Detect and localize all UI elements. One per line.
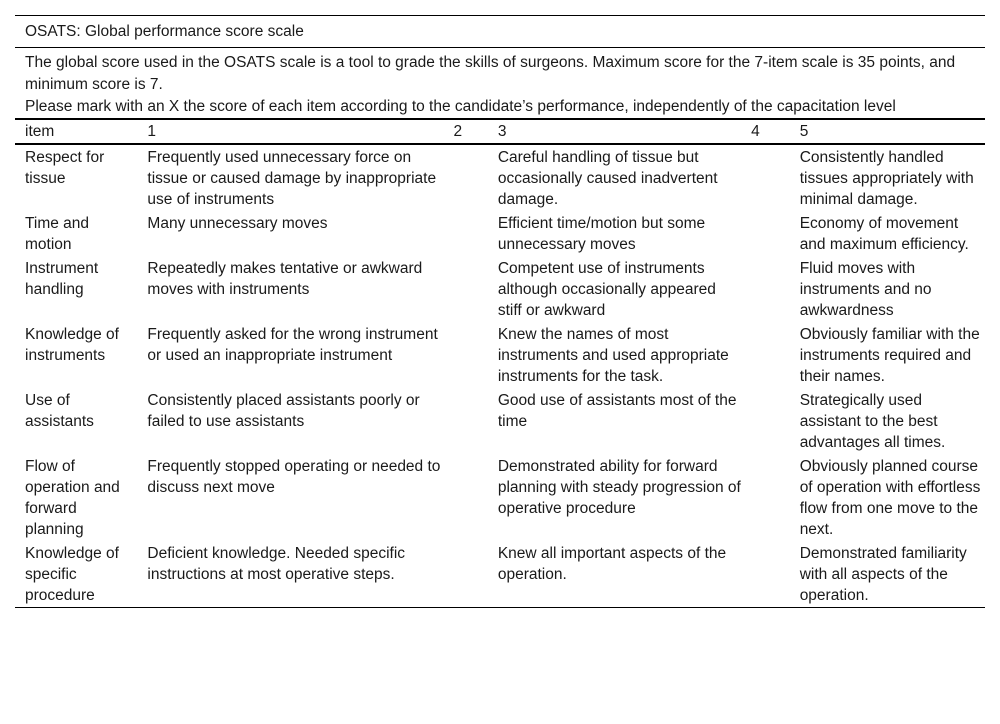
- score-1-description: Deficient knowledge. Needed specific instructions at most operative steps.: [147, 545, 406, 583]
- header-score-4: 4: [751, 123, 760, 140]
- score-2-cell: [444, 322, 488, 388]
- osats-table-figure: [15, 15, 985, 608]
- score-5-description: Economy of movement and maximum efficiency.: [799, 215, 969, 253]
- table-row: [15, 322, 985, 388]
- score-1-description: Frequently asked for the wrong instrument or used an inappropriate instrument: [147, 326, 438, 364]
- score-3-description: Knew all important aspects of the operation.: [497, 545, 727, 583]
- score-2-cell: [444, 211, 488, 256]
- row-item-label: Time and motion: [25, 215, 90, 253]
- score-4-cell: [741, 541, 790, 608]
- score-2-cell: [444, 541, 488, 608]
- table-row: [15, 256, 985, 322]
- score-1-description: Frequently used unnecessary force on tissue or caused damage by inappropriate use of instruments: [147, 149, 437, 208]
- score-1-description: Consistently placed assistants poorly or failed to use assistants: [147, 392, 420, 430]
- row-item-label: Flow of operation and forward planning: [25, 458, 120, 538]
- score-4-cell: [741, 144, 790, 211]
- score-4-cell: [741, 322, 790, 388]
- score-2-cell: [444, 256, 488, 322]
- table-instruction: Please mark with an X the score of each item according to the candidate’s performance, independently of the capacitation level: [25, 98, 896, 115]
- table-description: The global score used in the OSATS scale is a tool to grade the skills of surgeons. Maximum score for the 7-item scale is 35 points, and minimum score is 7.: [25, 54, 956, 93]
- header-score-5: 5: [799, 123, 809, 140]
- row-item-label: Use of assistants: [25, 392, 94, 430]
- score-4-cell: [741, 388, 790, 454]
- score-5-description: Consistently handled tissues appropriately with minimal damage.: [799, 149, 974, 208]
- score-1-description: Many unnecessary moves: [147, 215, 328, 232]
- table-row: [15, 454, 985, 541]
- table-row: [15, 144, 985, 211]
- table-title: OSATS: Global performance score scale: [15, 15, 985, 48]
- score-4-cell: [741, 256, 790, 322]
- row-item-label: Respect for tissue: [25, 149, 105, 187]
- score-4-cell: [741, 454, 790, 541]
- score-3-description: Competent use of instruments although occasionally appeared stiff or awkward: [497, 260, 716, 319]
- score-5-description: Obviously familiar with the instruments required and their names.: [799, 326, 980, 385]
- score-3-description: Knew the names of most instruments and used appropriate instruments for the task.: [497, 326, 729, 385]
- table-row: [15, 388, 985, 454]
- score-5-description: Demonstrated familiarity with all aspects of the operation.: [799, 545, 967, 604]
- table-row: [15, 211, 985, 256]
- header-row: [15, 119, 985, 144]
- osats-score-table: [15, 118, 985, 608]
- score-1-description: Frequently stopped operating or needed to discuss next move: [147, 458, 441, 496]
- row-item-label: Knowledge of instruments: [25, 326, 119, 364]
- score-5-description: Strategically used assistant to the best advantages all times.: [799, 392, 946, 451]
- row-item-label: Knowledge of specific procedure: [25, 545, 119, 604]
- header-score-3: 3: [497, 123, 507, 140]
- score-4-cell: [741, 211, 790, 256]
- table-row: [15, 541, 985, 608]
- table-description-block: [15, 48, 985, 118]
- score-2-cell: [444, 388, 488, 454]
- header-item: item: [25, 123, 55, 140]
- score-3-description: Careful handling of tissue but occasionally caused inadvertent damage.: [497, 149, 718, 208]
- score-2-cell: [444, 144, 488, 211]
- score-1-description: Repeatedly makes tentative or awkward moves with instruments: [147, 260, 423, 298]
- row-item-label: Instrument handling: [25, 260, 99, 298]
- score-3-description: Demonstrated ability for forward planning with steady progression of operative procedure: [497, 458, 741, 517]
- score-5-description: Obviously planned course of operation with effortless flow from one move to the next.: [799, 458, 981, 538]
- score-3-description: Good use of assistants most of the time: [497, 392, 737, 430]
- score-3-description: Efficient time/motion but some unnecessary moves: [497, 215, 706, 253]
- header-score-2: 2: [453, 123, 463, 140]
- score-5-description: Fluid moves with instruments and no awkwardness: [799, 260, 932, 319]
- score-2-cell: [444, 454, 488, 541]
- header-score-1: 1: [147, 123, 157, 140]
